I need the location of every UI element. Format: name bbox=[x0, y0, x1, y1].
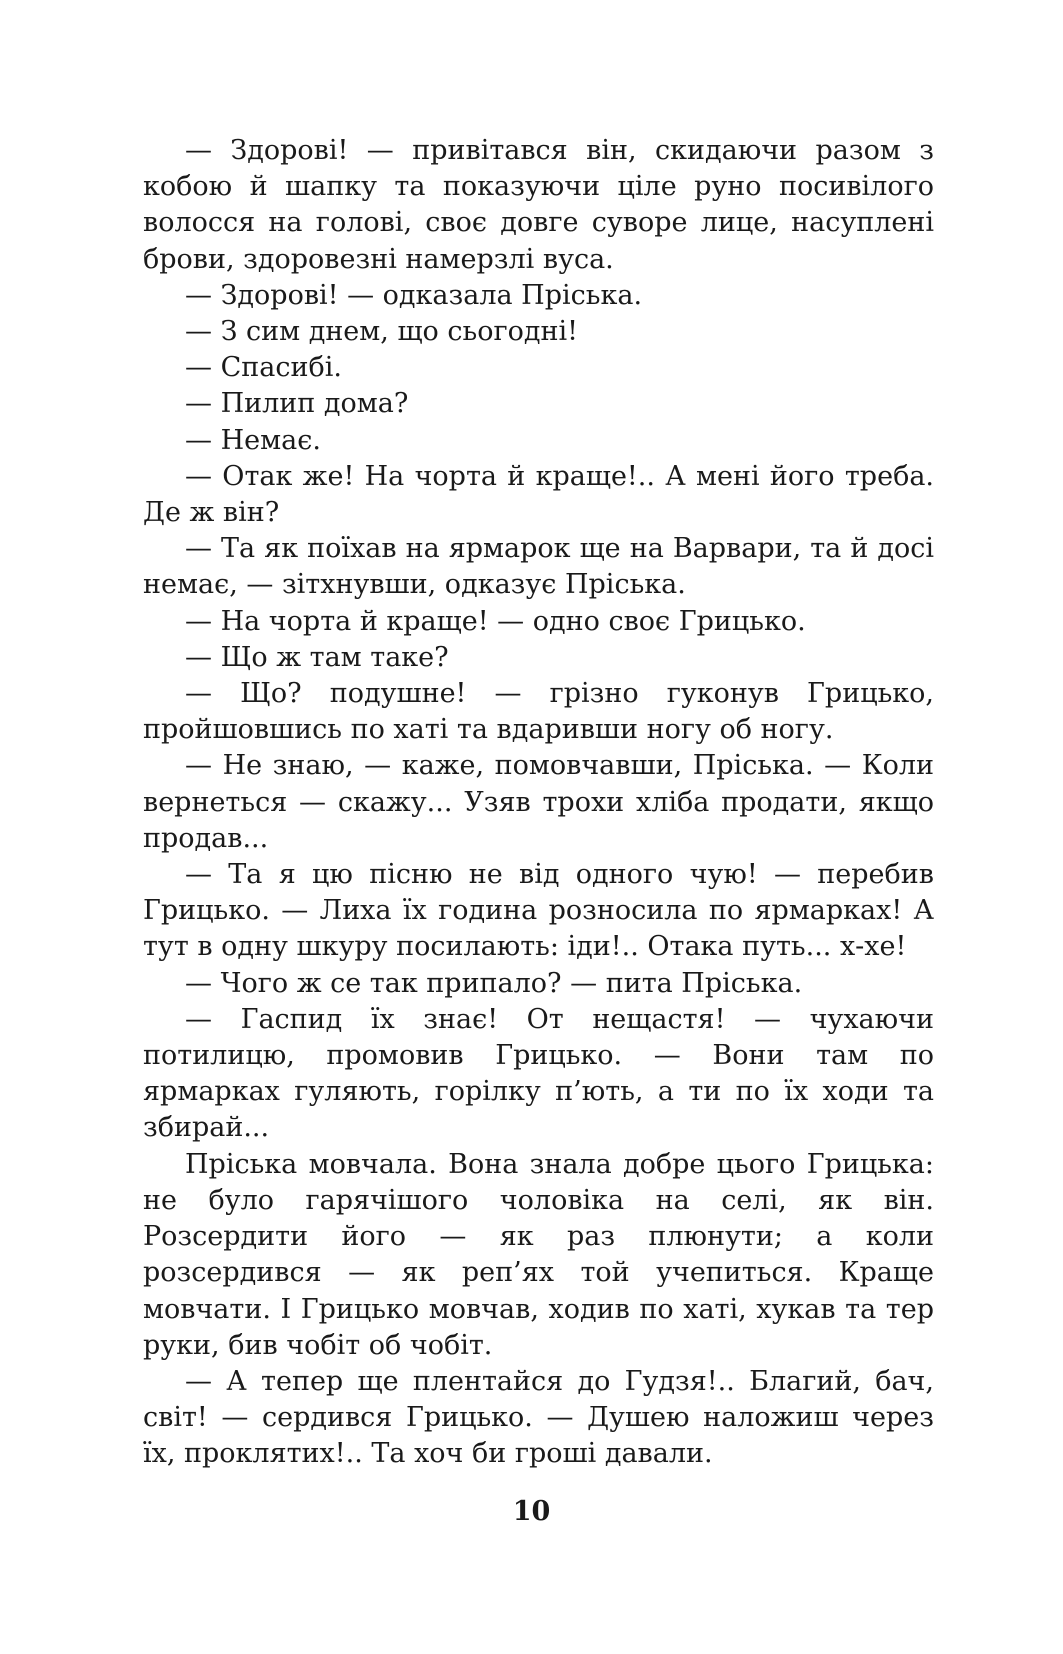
page-number: 10 bbox=[512, 1496, 551, 1527]
paragraph: — Здорові! — одказала Пріська. bbox=[185, 279, 643, 311]
paragraph: — Що? подушне! — грізно гуконув Грицько, пройшовшись по хаті та вдаривши ногу об ногу. bbox=[143, 678, 934, 746]
paragraph: — На чорта й краще! — одно своє Грицько. bbox=[185, 605, 806, 637]
paragraph: Пріська мовчала. Вона знала добре цього Грицька: не було гарячішого чоловіка на селі, як він. Розсердити його — як раз плюнути; а коли розсердився — як реп’ях той учепиться. Краще мовчати. І Грицько мовчав, ходив по хаті, хукав та тер руки, бив чобіт об чобіт. bbox=[143, 1148, 934, 1361]
paragraph: — Немає. bbox=[185, 424, 321, 456]
paragraph: — З сим днем, що сьогодні! bbox=[185, 316, 578, 348]
paragraph: — Що ж там таке? bbox=[185, 641, 449, 673]
paragraph: — Та я цю пісню не від одного чую! — перебив Грицько. — Лиха їх година розносила по ярмарках! А тут в одну шкуру посилають: іди!.. Отака путь... х-хе! bbox=[143, 859, 934, 963]
paragraph: — Отак же! На чорта й краще!.. А мені його треба. Де ж він? bbox=[143, 460, 934, 529]
paragraph: — Гаспид їх знає! От нещастя! — чухаючи потилицю, промовив Грицько. — Вони там по ярмарках гуляють, горілку п’ють, а ти по їх ходи та збирай... bbox=[143, 1003, 934, 1144]
paragraph: — Пилип дома? bbox=[185, 388, 409, 420]
paragraph: — Та як поїхав на ярмарок ще на Варвари, та й досі немає, — зітхнувши, одказує Пріська. bbox=[143, 533, 934, 601]
paragraph: — Здорові! — привітався він, скидаючи разом з кобою й шапку та показуючи ціле руно посивілого волосся на голові, своє довге суворе лице, насуплені брови, здоровезні намерзлі вуса. bbox=[143, 135, 934, 275]
paragraph: — Чого ж се так припало? — пита Пріська. bbox=[185, 967, 803, 999]
paragraph: — Не знаю, — каже, помовчавши, Пріська. — Коли вернеться — скажу... Узяв трохи хліба продати, якщо продав... bbox=[143, 750, 934, 854]
paragraph: — Спасибі. bbox=[185, 352, 342, 384]
page-text bbox=[143, 133, 934, 1473]
paragraph: — А тепер ще плентайся до Гудзя!.. Благий, бач, світ! — сердився Грицько. — Душею наложиш через їх, проклятих!.. Та хоч би гроші давали. bbox=[143, 1365, 934, 1470]
